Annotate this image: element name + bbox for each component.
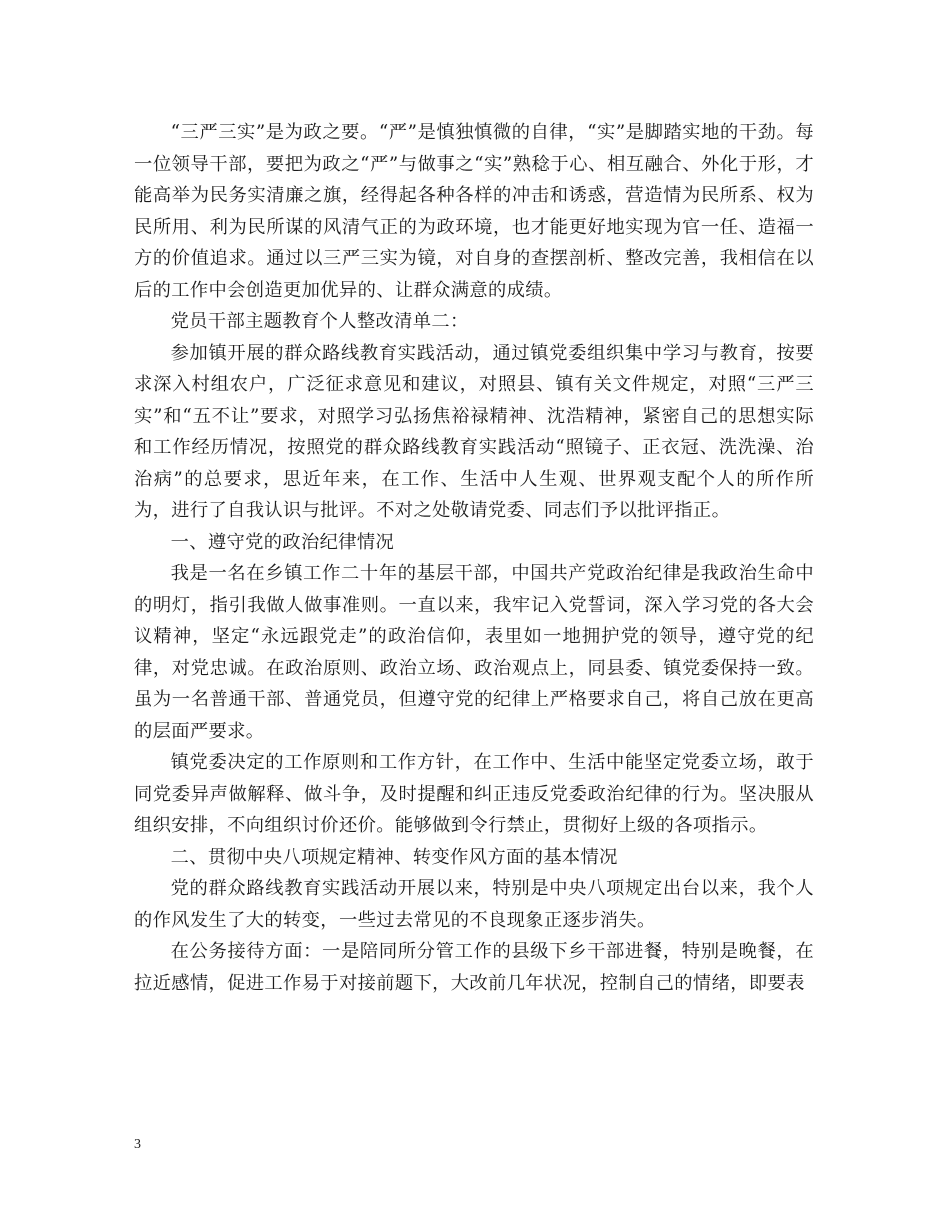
paragraph-three-strict-three-solid: “三严三实”是为政之要。“严”是慎独慎微的自律，“实”是脚踏实地的干劲。每一位领导干部，要把为政之“严”与做事之“实”熟稔于心、相互融合、外化于形，才能高举为民务实清廉之旗，经得起各种各样的冲击和诱惑，营造情为民所系、权为民所用、利为民所谋的风清气正的为政环境，也才能更好地实现为官一任、造福一方的价值追求。通过以三严三实为镜，对自身的查摆剖析、整改完善，我相信在以后的工作中会创造更加优异的、让群众满意的成绩。 [134, 122, 814, 301]
body-text [134, 117, 814, 999]
paragraph-rectification-list-heading: 党员干部主题教育个人整改清单二： [170, 311, 469, 332]
paragraph-mass-line-activity: 参加镇开展的群众路线教育实践活动，通过镇党委组织集中学习与教育，按要求深入村组农户，广泛征求意见和建议，对照县、镇有关文件规定，对照“三严三实”和“五不让”要求，对照学习弘扬焦裕禄精神、沈浩精神，紧密自己的思想实际和工作经历情况，按照党的群众路线教育实践活动“照镜子、正衣冠、洗洗澡、治治病”的总要求，思近年来，在工作、生活中人生观、世界观支配个人的所作所为，进行了自我认识与批评。不对之处敬请党委、同志们予以批评指正。 [134, 342, 814, 521]
section-heading-political-discipline: 一、遵守党的政治纪律情况 [170, 531, 395, 553]
paragraph-grassroots-cadre: 我是一名在乡镇工作二十年的基层干部，中国共产党政治纪律是我政治生命中的明灯，指引我做人做事准则。一直以来，我牢记入党誓词，深入学习党的各大会议精神，坚定“永远跟党走”的政治信仰，表里如一地拥护党的领导，遵守党的纪律，对党忠诚。在政治原则、政治立场、政治观点上，同县委、镇党委保持一致。虽为一名普通干部、普通党员，但遵守党的纪律上严格要求自己，将自己放在更高的层面严要求。 [134, 563, 814, 742]
section-heading-eight-regulations: 二、贯彻中央八项规定精神、转变作风方面的基本情况 [170, 846, 618, 868]
paragraph-party-committee-principles: 镇党委决定的工作原则和工作方针，在工作中、生活中能坚定党委立场，敢于同党委异声做解释、做斗争，及时提醒和纠正违反党委政治纪律的行为。坚决服从组织安排，不向组织讨价还价。能够做到令行禁止，贯彻好上级的各项指示。 [134, 752, 814, 836]
page-number: 3 [134, 1137, 141, 1152]
paragraph-style-change: 党的群众路线教育实践活动开展以来，特别是中央八项规定出台以来，我个人的作风发生了大的转变，一些过去常见的不良现象正逐步消失。 [134, 878, 814, 931]
paragraph-official-reception: 在公务接待方面：一是陪同所分管工作的县级下乡干部进餐，特别是晚餐，在拉近感情，促进工作易于对接前题下，大改前几年状况，控制自己的情绪，即要表 [134, 941, 814, 994]
